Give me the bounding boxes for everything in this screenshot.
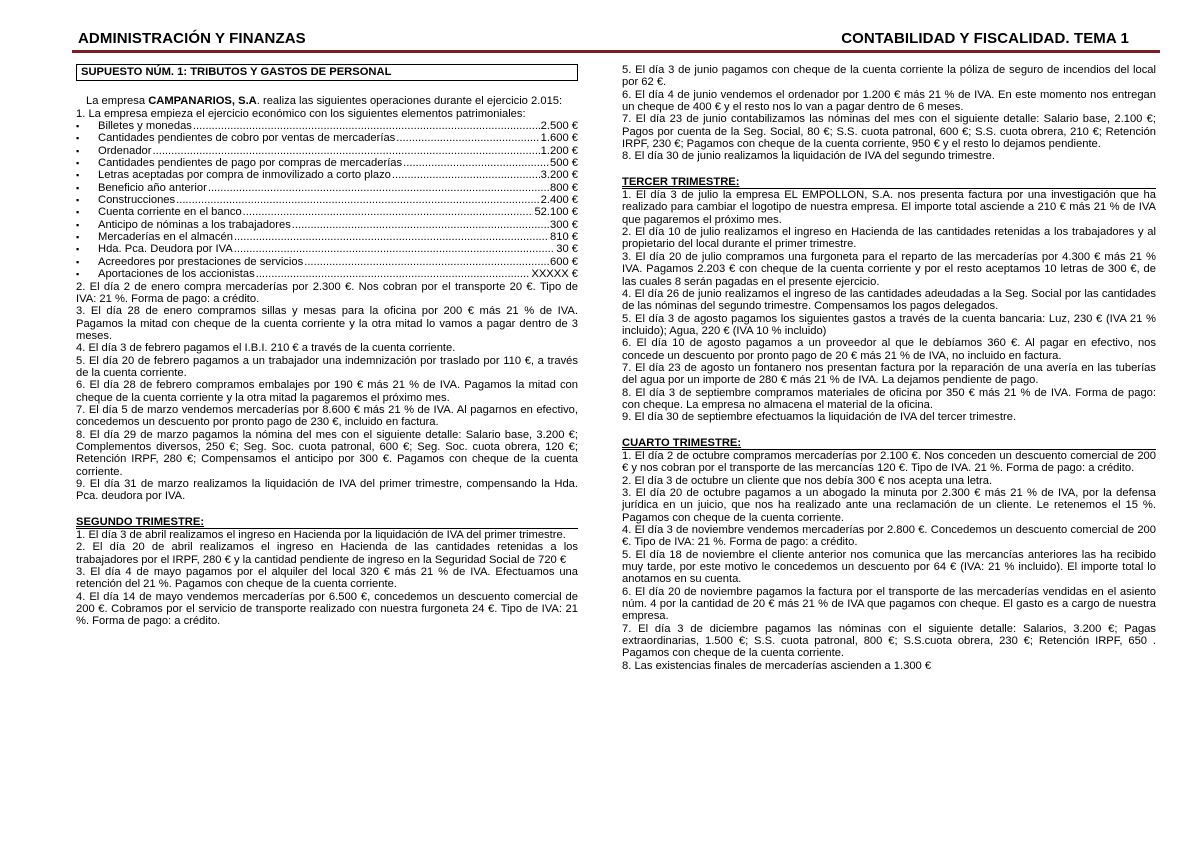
operation-item: 9. El día 30 de septiembre efectuamos la liquidación de IVA del tercer trimestre.: [622, 411, 1017, 424]
operation-item: 7. El día 3 de diciembre pagamos las nóminas con el siguiente detalle: Salarios, 3.200 €; Pagas extraordinarias, 1.500 €; S.S. cuota patronal, 800 €; S.S.cuota obrera, 230 €; Retención IRPF, 650 . Pagamos con cheque de la cuenta corriente.: [622, 622, 1156, 660]
list-item: [76, 219, 578, 231]
leader-dots: [153, 145, 540, 157]
bullet-icon: ▪: [76, 121, 80, 132]
bullet-icon: ▪: [76, 232, 80, 243]
operation-item: 7. El día 23 de junio contabilizamos las nóminas del mes con el siguiente detalle: Salario base, 2.100 €; Pagos por cuenta de la Seg. Social, 80 €; S.S. cuota patronal, 600 €; S.S. cuota obrera, 210 €; Retención IRPF, 230 €; Pagamos con cheque de la cuenta corriente, 950 € y el resto lo dejamos pendiente.: [622, 113, 1156, 151]
operation-item: 4. El día 26 de junio realizamos el ingreso de las cantidades adeudadas a la Seg. Social por las cantidades de las nóminas del segundo trimestre. Compensamos los pagos delegados.: [622, 287, 1156, 313]
operation-item: 9. El día 31 de marzo realizamos la liquidación de IVA del primer trimestre, compensando la Hda. Pca. deudora por IVA.: [76, 478, 578, 503]
spacer: [622, 424, 1156, 437]
leader-dots: [234, 243, 555, 255]
list-item: [76, 256, 578, 268]
segundo-trimestre-list-left: [76, 528, 578, 628]
leader-dots: [392, 169, 540, 181]
segundo-trimestre-list-right: [622, 64, 1156, 163]
leader-dots: [234, 231, 549, 243]
item-value: 30 €: [556, 243, 578, 256]
bullet-icon: ▪: [76, 182, 80, 193]
list-item: [76, 169, 578, 181]
operation-item: 4. El día 3 de noviembre vendemos mercaderías por 2.800 €. Concedemos un descuento comercial de 200 €. Tipo de IVA: 21 %. Forma de pago: a crédito.: [622, 524, 1156, 549]
operation-item: 7. El día 5 de marzo vendemos mercaderías por 8.600 € más 21 % de IVA. Al pagarnos en efectivo, concedemos un descuento por pronto pago de 230 €, incluido en factura.: [76, 403, 578, 429]
bullet-icon: ▪: [76, 133, 80, 144]
intro-post: . realiza las siguientes operaciones durante el ejercicio 2.015:: [256, 95, 563, 108]
bullet-icon: ▪: [76, 207, 80, 218]
item-label: Aportaciones de los accionistas: [98, 268, 255, 281]
operation-item: 7. El día 23 de agosto un fontanero nos presentan factura por la reparación de una avería en las tuberías del agua por un importe de 280 € más 21 % de IVA. La dejamos pendiente de pago.: [622, 361, 1156, 387]
bullet-icon: ▪: [76, 269, 80, 280]
operation-item: 6. El día 20 de noviembre pagamos la factura por el transporte de las mercaderías vendidas en el asiento núm. 4 por la cantidad de 20 € más 21 % de IVA que pagamos con cheque. El gasto es a cargo de nuestra empresa.: [622, 585, 1156, 623]
item-value: 1.600 €: [540, 132, 578, 145]
operation-item: 5. El día 3 de junio pagamos con cheque de la cuenta corriente la póliza de seguro de incendios del local por 62 €.: [622, 64, 1156, 89]
operation-item: 5. El día 3 de agosto pagamos los siguientes gastos a través de la cuenta bancaria: Luz, 230 € (IVA 21 % incluido); Agua, 220 € (IVA 10 % incluido): [622, 312, 1156, 337]
right-column: [622, 64, 1156, 672]
operation-item: 2. El día 3 de octubre un cliente que nos debía 300 € nos acepta una letra.: [622, 474, 993, 487]
list-item: [76, 194, 578, 206]
item-value: 800 €: [550, 181, 578, 194]
list-item: [76, 120, 578, 132]
list-item: [76, 132, 578, 144]
leader-dots: [396, 132, 539, 144]
item-value: 300 €: [550, 218, 578, 231]
item-value: 810 €: [550, 231, 578, 244]
item-label: Anticipo de nóminas a los trabajadores: [98, 218, 291, 231]
leader-dots: [403, 157, 549, 169]
item-label: Letras aceptadas por compra de inmovilizado a corto plazo: [98, 169, 391, 182]
bullet-icon: ▪: [76, 256, 80, 267]
operation-item: 5. El día 20 de febrero pagamos a un trabajador una indemnización por traslado por 110 €, a través de la cuenta corriente.: [76, 354, 578, 379]
leader-dots: [243, 206, 534, 218]
list-item: [76, 145, 578, 157]
bullet-icon: ▪: [76, 219, 80, 230]
item-value: 1.200 €: [540, 144, 578, 157]
operation-item: 2. El día 2 de enero compra mercaderías por 2.300 €. Nos cobran por el transporte 20 €. Tipo de IVA: 21 %. Forma de pago: a crédito.: [76, 280, 578, 305]
bullet-icon: ▪: [76, 145, 80, 156]
tercer-trimestre-heading: TERCER TRIMESTRE:: [622, 175, 740, 188]
operation-item: 8. El día 30 de junio realizamos la liquidación de IVA del segundo trimestre.: [622, 150, 995, 163]
operation-item: 3. El día 20 de julio compramos una furgoneta para el reparto de las mercaderías por 4.300 € más 21 % IVA. Pagamos 2.203 € con cheque de la cuenta corriente y por el resto aceptamos 10 letras de 300 €, de las cuales 8 serán pagadas en el presente ejercicio.: [622, 250, 1156, 288]
operation-item: 1. El día 3 de julio la empresa EL EMPOLLON, S.A. nos presenta factura por una investigación que ha realizado para cambiar el logotipo de nuestra empresa. El importe total asciende a 210 € más 21 % de IVA que pagaremos el próximo mes.: [622, 189, 1156, 226]
spacer: [76, 503, 578, 516]
operation-item: 6. El día 4 de junio vendemos el ordenador por 1.200 € más 21 % de IVA. En este momento nos entregan un cheque de 400 € y el resto nos lo van a pagar dentro de 6 meses.: [622, 88, 1156, 114]
item-label: Construcciones: [98, 194, 176, 207]
item-label: Cantidades pendientes de pago por compras de mercaderías: [98, 157, 403, 170]
tercer-trimestre-list: [622, 188, 1156, 424]
list-item: [76, 182, 578, 194]
item-label: Beneficio año anterior: [98, 181, 207, 194]
company-name: CAMPANARIOS, S.A: [148, 95, 257, 108]
bullet-icon: ▪: [76, 244, 80, 255]
operation-item: 2. El día 10 de julio realizamos el ingreso en Hacienda de las cantidades retenidas a los trabajadores y al propietario del local durante el primer trimestre.: [622, 226, 1156, 251]
leader-dots: [304, 256, 549, 268]
operation-item: 3. El día 20 de octubre pagamos a un abogado la minuta por 2.300 € más 21 % de IVA, por la defensa jurídica en un juicio, que nos ha realizado ante una reclamación de un cliente. Le retenemos el 15 %. Pagamos con cheque de la cuenta corriente.: [622, 487, 1156, 524]
header-divider: [72, 50, 1160, 53]
leader-dots: [256, 268, 531, 280]
operation-item: 2. El día 20 de abril realizamos el ingreso en Hacienda de las cantidades retenidas a los trabajadores por el IRPF, 280 € y la cantidad pendiente de ingreso en la Seguridad Social de 720 €: [76, 541, 578, 566]
item-value: 2.500 €: [540, 120, 578, 133]
leader-dots: [176, 194, 540, 206]
item-label: Acreedores por prestaciones de servicios: [98, 255, 304, 268]
operation-item: 3. El día 28 de enero compramos sillas y mesas para la oficina por 200 € más 21 % de IVA. Pagamos la mitad con cheque de la cuenta corriente y la otra mitad lo vamos a pagar dentro de 3 meses.: [76, 305, 578, 342]
header-left-title: ADMINISTRACIÓN Y FINANZAS: [78, 30, 306, 47]
operation-item: 1. El día 2 de octubre compramos mercaderías por 2.100 €. Nos conceden un descuento comercial de 200 € y nos cobran por el transporte de las mercancías 120 €. Tipo de IVA. 21 %. Forma de pago: a crédito.: [622, 449, 1156, 475]
leader-dots: [292, 219, 549, 231]
item-label: Billetes y monedas: [98, 120, 192, 133]
list-item: [76, 206, 578, 218]
item-label: Mercaderías en el almacén: [98, 231, 233, 244]
intro-paragraph: [76, 95, 578, 107]
primer-trimestre-list: [76, 281, 578, 503]
item-value: 2.400 €: [540, 194, 578, 207]
operation-item: 5. El día 18 de noviembre el cliente anterior nos comunica que las mercancías anteriores las ha recibido muy tarde, por este motivo le concedemos un descuento por 64 € (IVA: 21 % incluido). El importe total lo anotamos en su cuenta.: [622, 548, 1156, 586]
item-value: 3.200 €: [540, 169, 578, 182]
segundo-trimestre-heading: SEGUNDO TRIMESTRE:: [76, 515, 205, 528]
operation-item: 4. El día 14 de mayo vendemos mercaderías por 6.500 €, concedemos un descuento comercial de 200 €. Cobramos por el servicio de transporte realizado con nuestra furgoneta 24 €. Tipo de IVA: 21 %. Forma de pago: a crédito.: [76, 590, 578, 628]
cuarto-trimestre-heading: CUARTO TRIMESTRE:: [622, 436, 742, 449]
operation-item: 8. Las existencias finales de mercaderías ascienden a 1.300 €: [622, 659, 932, 672]
item-value: 52.100 €: [534, 206, 578, 219]
item-label: Ordenador: [98, 144, 152, 157]
item-label: Cuenta corriente en el banco: [98, 206, 242, 219]
bullet-icon: ▪: [76, 170, 80, 181]
operation-item: 6. El día 10 de agosto pagamos a un proveedor al que le debíamos 360 €. Al pagar en efectivo, nos concede un descuento por pronto pago de 20 € más 21 % de IVA, no incluido en factura.: [622, 337, 1156, 362]
list-item: [76, 268, 578, 280]
bullet-icon: ▪: [76, 158, 80, 169]
operation-item: 8. El día 29 de marzo pagamos la nómina del mes con el siguiente detalle: Salario base, 3.200 €; Complementos diversos, 250 €; Seg. Soc. cuota patronal, 600 €; Seg. Soc. cuota obrera, 120 €; Retención IRPF, 280 €; Compensamos el anticipo por 300 €. Pagamos con cheque de la cuenta corriente.: [76, 428, 578, 478]
operation-item: 6. El día 28 de febrero compramos embalajes por 190 € más 21 % de IVA. Pagamos la mitad con cheque de la cuenta corriente y la otra mitad la pagaremos el próximo mes.: [76, 379, 578, 404]
item-label: Hda. Pca. Deudora por IVA: [98, 243, 233, 256]
patrimonio-list: [76, 120, 578, 280]
spacer: [622, 163, 1156, 176]
bullet-icon: ▪: [76, 195, 80, 206]
list-item: [76, 231, 578, 243]
list-item: [76, 243, 578, 255]
item-label: Cantidades pendientes de cobro por ventas de mercaderías: [98, 132, 396, 145]
exercise-title: SUPUESTO NÚM. 1: TRIBUTOS Y GASTOS DE PERSONAL: [76, 64, 578, 81]
operation-item: 1. El día 3 de abril realizamos el ingreso en Hacienda por la liquidación de IVA del primer trimestre.: [76, 529, 566, 542]
item-value: 600 €: [550, 255, 578, 268]
leader-dots: [208, 182, 549, 194]
left-column: [76, 64, 578, 628]
operation-item: 4. El día 3 de febrero pagamos el I.B.I. 210 € a través de la cuenta corriente.: [76, 342, 456, 355]
cuarto-trimestre-list: [622, 449, 1156, 672]
header-right-title: CONTABILIDAD Y FISCALIDAD. TEMA 1: [841, 30, 1129, 47]
leader-dots: [193, 120, 540, 132]
operation-item: 8. El día 3 de septiembre compramos materiales de oficina por 350 € más 21 % de IVA. Forma de pago: con cheque. La empresa no almacena el material de la oficina.: [622, 386, 1156, 411]
op1-intro: 1. La empresa empieza el ejercicio económico con los siguientes elementos patrimoniales:: [76, 107, 526, 120]
operation-item: 3. El día 4 de mayo pagamos por el alquiler del local 320 € más 21 % de IVA. Efectuamos una retención del 21 %. Pagamos con cheque de la cuenta corriente.: [76, 566, 578, 591]
item-value: XXXXX €: [531, 268, 578, 281]
item-value: 500 €: [550, 157, 578, 170]
list-item: [76, 157, 578, 169]
intro-pre: La empresa: [86, 95, 149, 108]
